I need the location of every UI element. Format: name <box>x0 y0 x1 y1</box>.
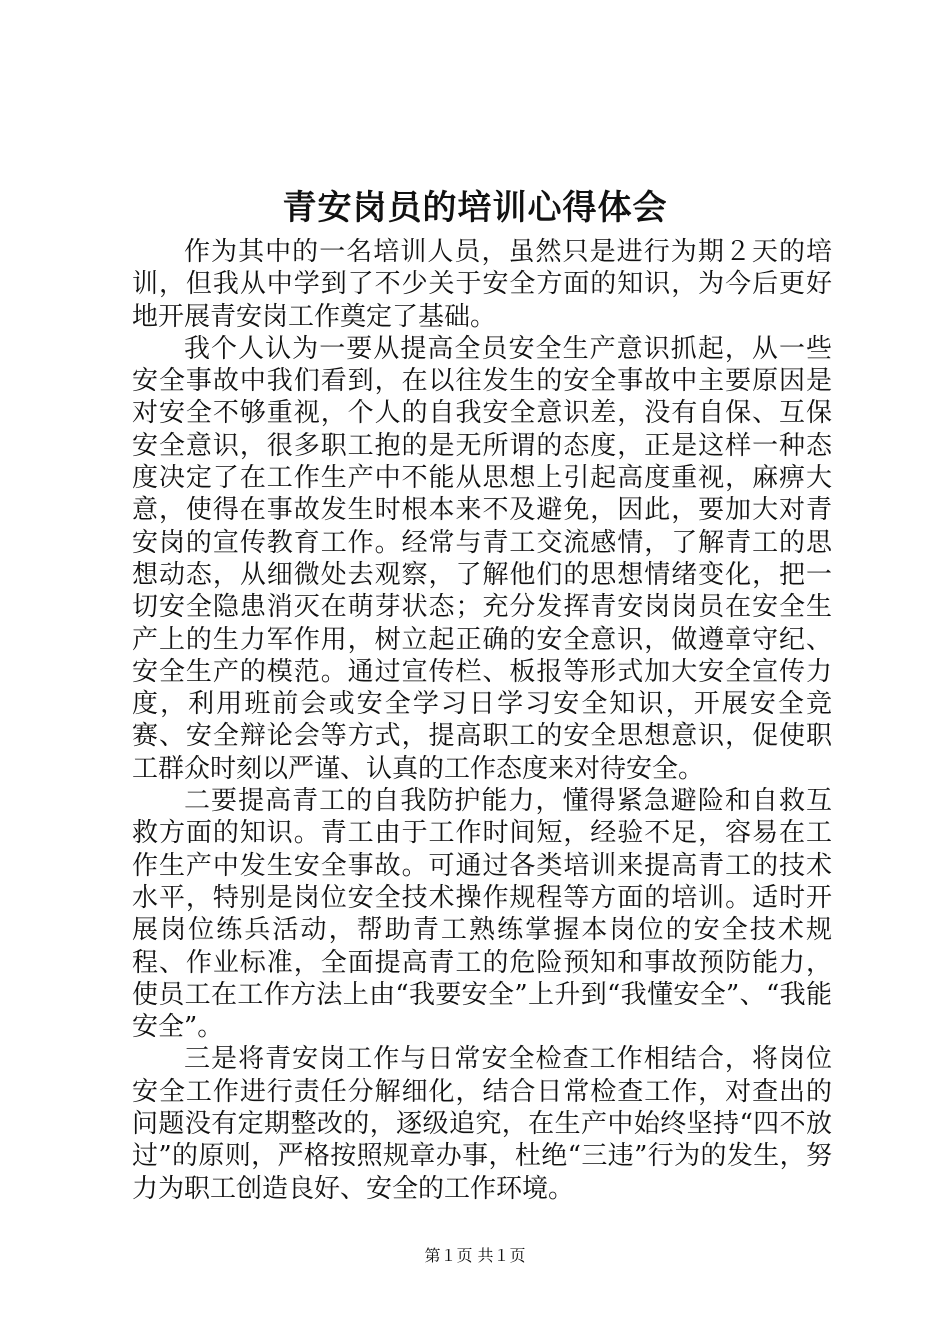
paragraph-3: 二要提高青工的自我防护能力，懂得紧急避险和自救互救方面的知识。青工由于工作时间短，经验不足，容易在工作生产中发生安全事故。可通过各类培训来提高青工的技术水平，特别是岗位安全技术操作规程等方面的培训。适时开展岗位练兵活动，帮助青工熟练掌握本岗位的安全技术规程、作业标准，全面提高青工的危险预知和事故预防能力，使员工在工作方法上由“我要安全”上升到“我懂安全”、“我能安全”。 <box>132 786 832 1043</box>
paragraph-1: 作为其中的一名培训人员，虽然只是进行为期２天的培训，但我从中学到了不少关于安全方面的知识，为今后更好地开展青安岗工作奠定了基础。 <box>132 237 832 332</box>
document-body <box>132 236 832 1205</box>
paragraph-4: 三是将青安岗工作与日常安全检查工作相结合，将岗位安全工作进行责任分解细化，结合日常检查工作，对查出的问题没有定期整改的，逐级追究，在生产中始终坚持“四不放过”的原则，严格按照规章办事，杜绝“三违”行为的发生，努力为职工创造良好、安全的工作环境。 <box>132 1044 832 1204</box>
document-title: 青安岗员的培训心得体会 <box>282 188 668 228</box>
page-footer: 第１页 共１页 <box>424 1246 526 1265</box>
paragraph-2: 我个人认为一要从提高全员安全生产意识抓起，从一些安全事故中我们看到，在以往发生的安全事故中主要原因是对安全不够重视，个人的自我安全意识差，没有自保、互保安全意识，很多职工抱的是无所谓的态度，正是这样一种态度决定了在工作生产中不能从思想上引起高度重视，麻痹大意，使得在事故发生时根本来不及避免，因此，要加大对青安岗的宣传教育工作。经常与青工交流感情，了解青工的思想动态，从细微处去观察，了解他们的思想情绪变化，把一切安全隐患消灭在萌芽状态；充分发挥青安岗岗员在安全生产上的生力军作用，树立起正确的安全意识，做遵章守纪、安全生产的模范。通过宣传栏、板报等形式加大安全宣传力度，利用班前会或安全学习日学习安全知识，开展安全竞赛、安全辩论会等方式，提高职工的安全思想意识，促使职工群众时刻以严谨、认真的工作态度来对待安全。 <box>132 333 832 784</box>
